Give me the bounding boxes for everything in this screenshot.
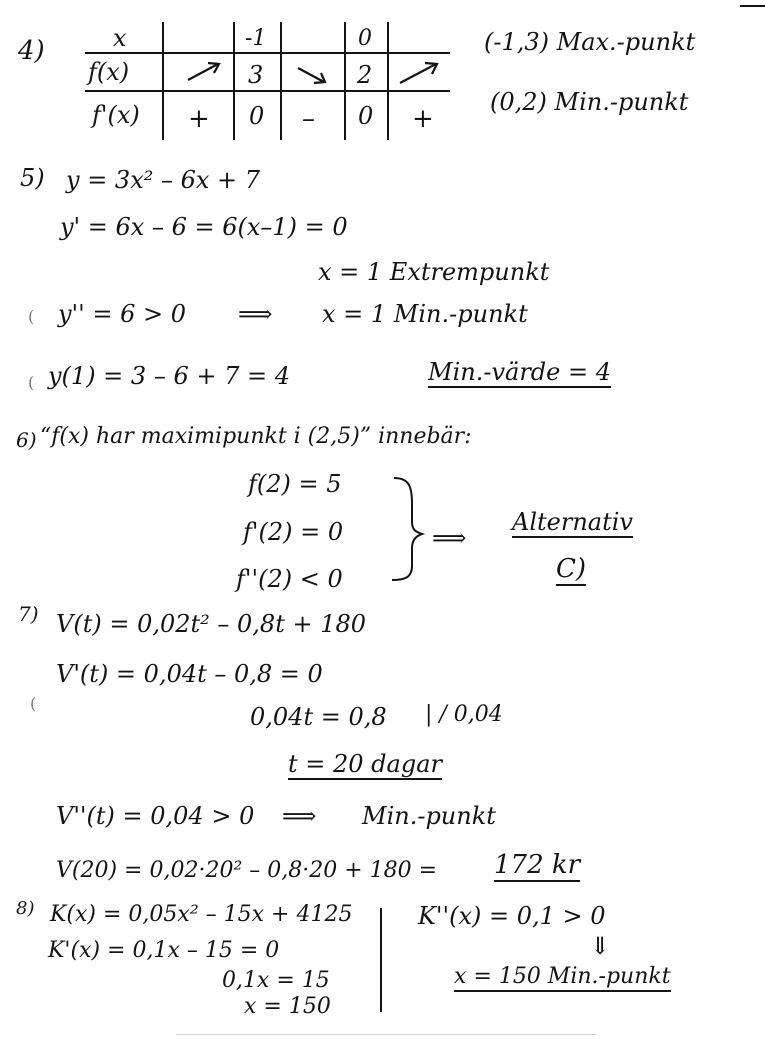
p8-second-derivative: K''(x) = 0,1 > 0: [418, 902, 606, 930]
problem-6-number: 6): [16, 428, 37, 452]
table-x-cell: -1: [245, 26, 267, 51]
p7-equation: 0,04t = 0,8: [250, 703, 387, 731]
table-line: [387, 22, 389, 140]
p8-min-punkt: x = 150 Min.-punkt: [454, 966, 671, 992]
p6-answer-label: Alternativ: [512, 508, 633, 536]
min-point-note: (0,2) Min.-punkt: [490, 88, 689, 116]
table-f-cell: 2: [357, 61, 373, 89]
p7-implies-arrow: ⟹: [282, 802, 317, 830]
table-f-cell: 3: [248, 61, 264, 89]
scan-mark: (: [28, 307, 35, 326]
table-header-x: x: [113, 24, 127, 52]
table-line: [85, 52, 450, 54]
p5-extrempunkt: x = 1 Extrempunkt: [318, 258, 550, 286]
problem-4-number: 4): [18, 36, 45, 66]
table-header-fprime: f'(x): [92, 101, 140, 129]
table-line: [280, 22, 282, 140]
problem-7-number: 7): [18, 602, 39, 626]
p7-function: V(t) = 0,02t² – 0,8t + 180: [56, 610, 367, 638]
p7-evaluation: V(20) = 0,02·20² – 0,8·20 + 180 =: [56, 858, 438, 883]
p8-cost-function: K(x) = 0,05x² – 15x + 4125: [50, 902, 353, 927]
table-line: [162, 22, 164, 140]
p5-function: y = 3x² – 6x + 7: [66, 166, 261, 194]
increasing-arrow-icon: [186, 60, 222, 84]
p8-x-result: x = 150: [244, 994, 331, 1019]
p8-equation: 0,1x = 15: [222, 968, 330, 993]
p7-t-result: t = 20 dagar: [288, 750, 442, 778]
problem-5-number: 5): [20, 164, 45, 192]
p7-divide-note: | / 0,04: [425, 702, 503, 727]
p5-min-value: Min.-värde = 4: [428, 358, 611, 386]
p6-answer-option: C): [556, 554, 587, 584]
table-fprime-cell: +: [412, 104, 434, 134]
table-line: [344, 22, 346, 140]
scan-noise: [176, 1034, 596, 1035]
table-fprime-cell: 0: [358, 102, 374, 130]
table-x-cell: 0: [358, 26, 372, 51]
p5-derivative: y' = 6x – 6 = 6(x–1) = 0: [60, 213, 348, 241]
p6-statement: “f(x) har maximipunkt i (2,5)” innebär:: [40, 424, 472, 449]
p7-min-cost: 172 kr: [494, 850, 581, 880]
top-edge-mark: [740, 5, 765, 7]
table-fprime-cell: –: [302, 104, 315, 134]
increasing-arrow-icon: [398, 60, 440, 86]
p6-condition-1: f(2) = 5: [248, 470, 342, 498]
p7-min-punkt: Min.-punkt: [362, 802, 496, 830]
p6-condition-2: f'(2) = 0: [243, 518, 344, 546]
p7-second-derivative: V''(t) = 0,04 > 0: [56, 802, 255, 830]
p8-divider: [380, 908, 382, 1012]
table-fprime-cell: 0: [249, 102, 265, 130]
table-line: [233, 22, 235, 140]
p5-second-derivative: y'' = 6 > 0: [58, 300, 187, 328]
right-brace-icon: [390, 474, 424, 586]
table-header-f: f(x): [88, 58, 130, 86]
decreasing-arrow-icon: [296, 64, 328, 86]
p6-implies-arrow: ⟹: [432, 524, 467, 552]
p6-condition-3: f''(2) < 0: [236, 565, 343, 593]
table-line: [85, 90, 450, 92]
max-point-note: (-1,3) Max.-punkt: [484, 28, 696, 56]
p7-derivative: V'(t) = 0,04t – 0,8 = 0: [56, 660, 323, 688]
scan-mark: (: [30, 694, 37, 713]
p5-implies-arrow: ⟹: [238, 300, 273, 328]
p5-function-value: y(1) = 3 – 6 + 7 = 4: [48, 362, 290, 390]
down-implies-arrow-icon: ⇓: [590, 932, 611, 960]
table-fprime-cell: +: [188, 104, 210, 134]
p5-min-punkt: x = 1 Min.-punkt: [322, 300, 528, 328]
p8-derivative: K'(x) = 0,1x – 15 = 0: [48, 938, 280, 963]
problem-8-number: 8): [16, 898, 35, 919]
scan-mark: (: [28, 373, 35, 392]
